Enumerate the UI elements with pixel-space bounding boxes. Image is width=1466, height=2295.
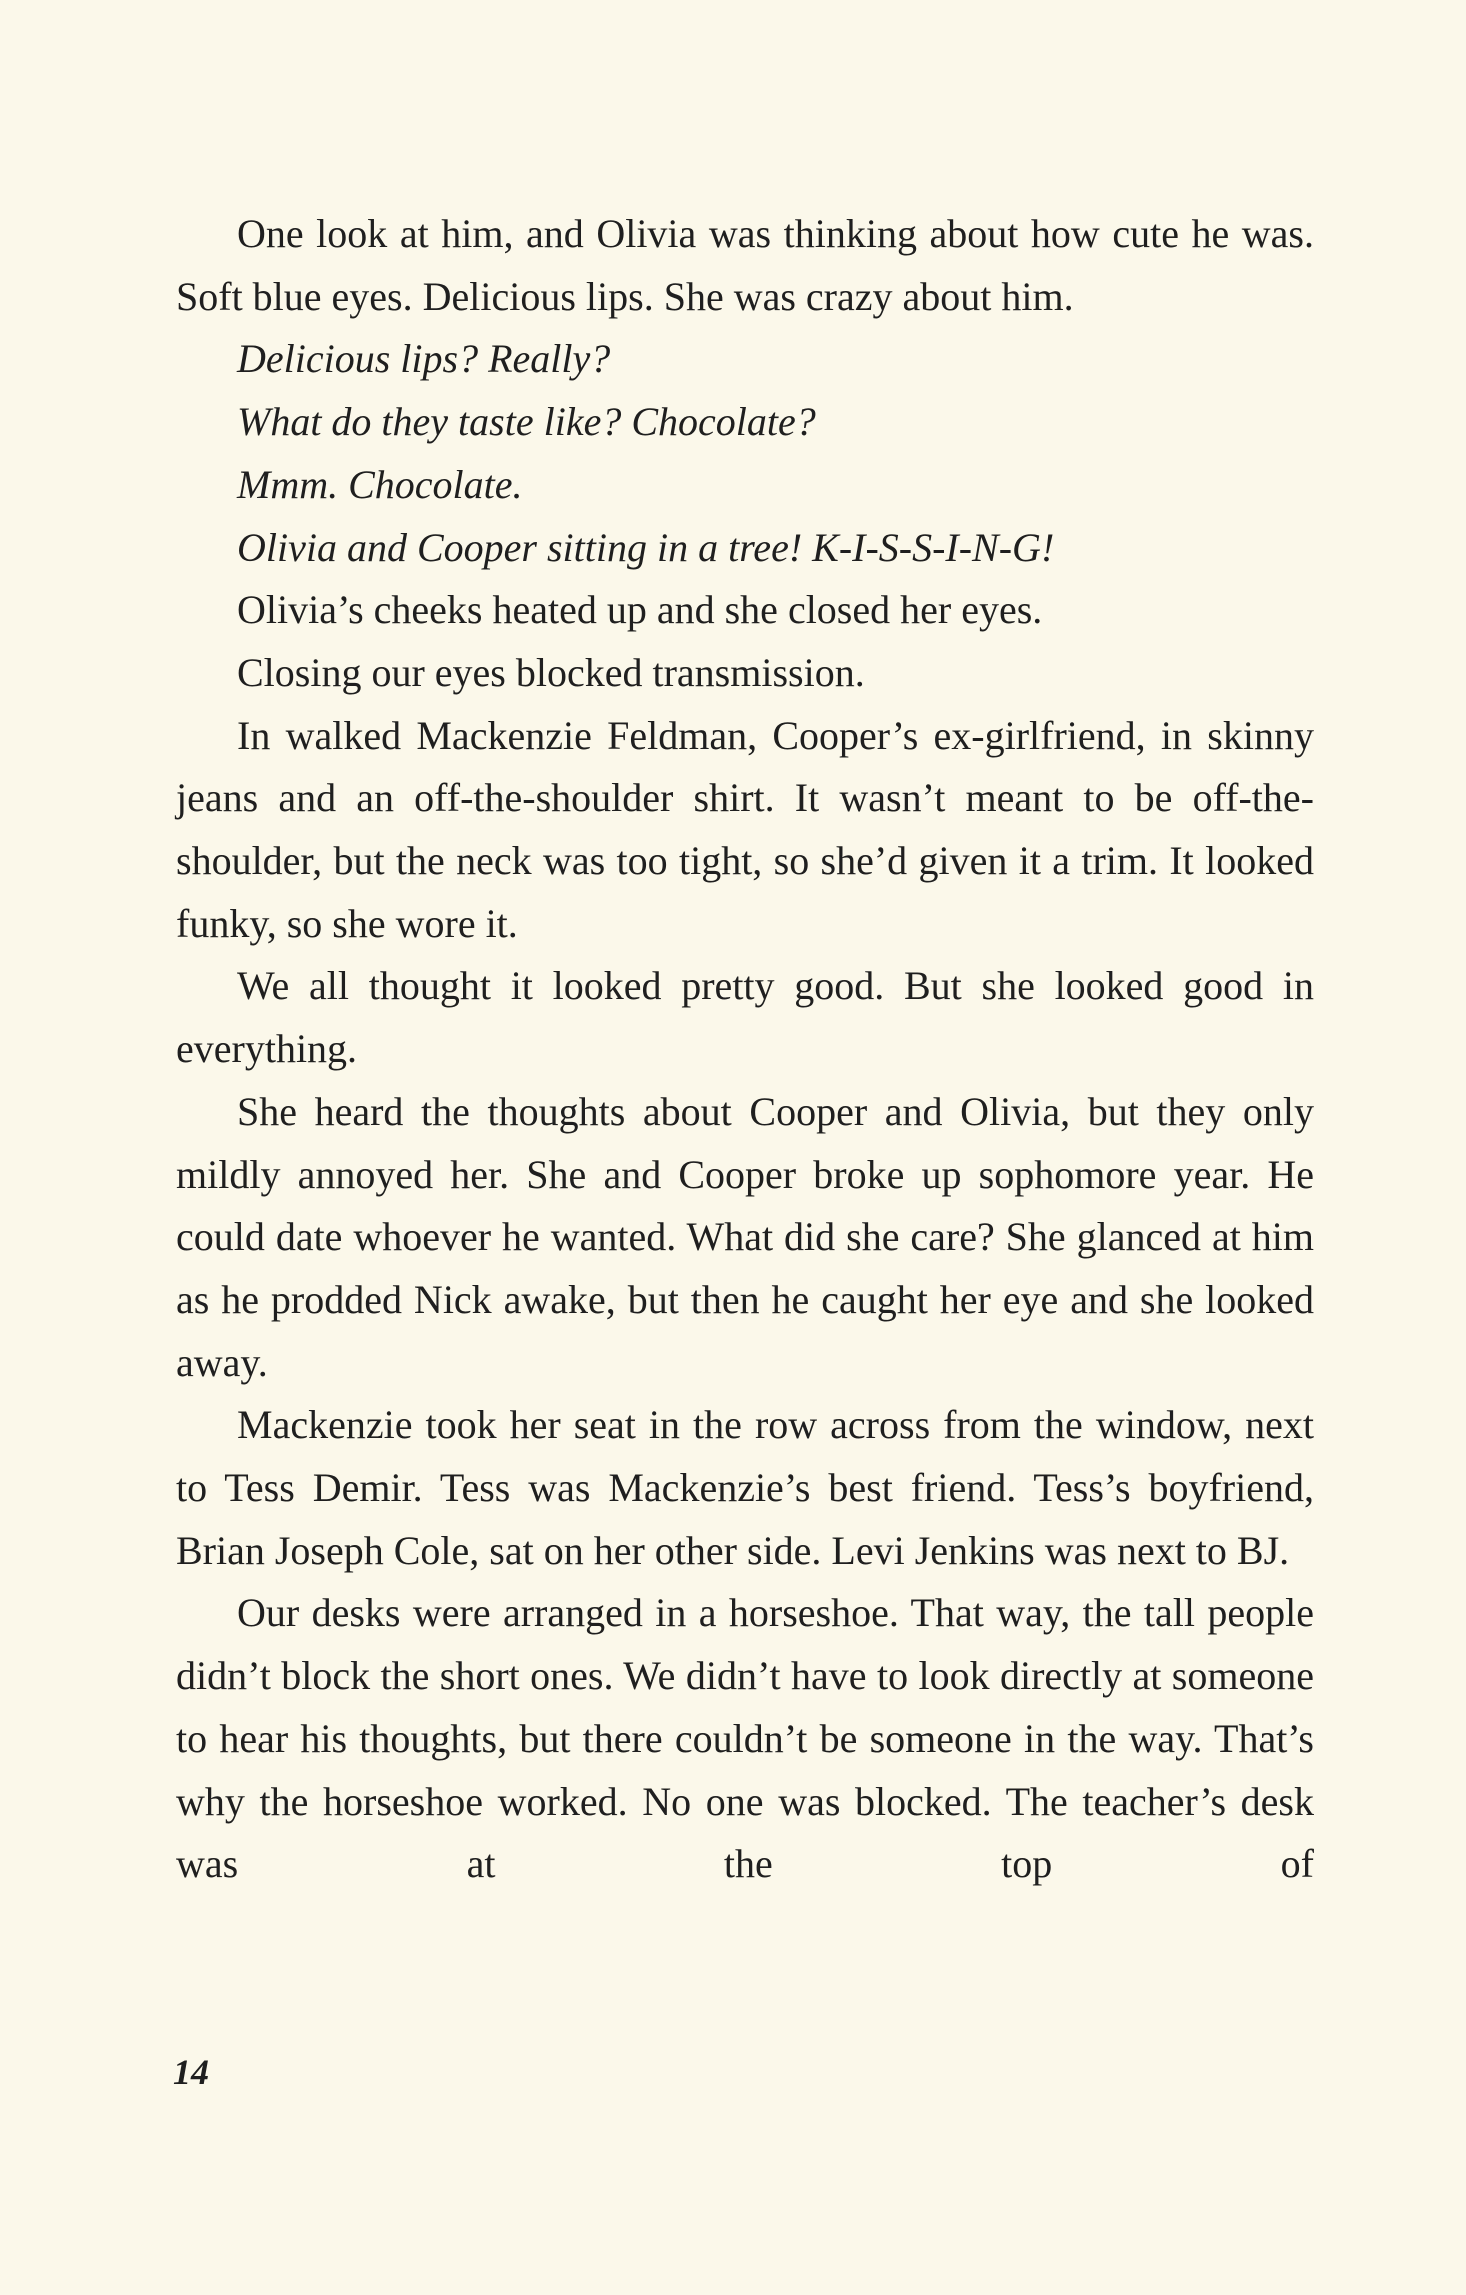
paragraph-10: She heard the thoughts about Cooper and Olivia, but they only mildly annoyed her. She and Cooper broke up sophomore year. He could date whoever he wanted. What did she care? She glanced at him as he prodded Nick awake, but then he caught her eye and she looked away. <box>176 1088 1314 1385</box>
paragraph-8: In walked Mackenzie Feldman, Cooper’s ex-girlfriend, in skinny jeans and an off-the-shoulder shirt. It wasn’t meant to be off-the-shoulder, but the neck was too tight, so she’d given it a trim. It looked funky, so she wore it. <box>176 712 1314 946</box>
paragraph-1: One look at him, and Olivia was thinking about how cute he was. Soft blue eyes. Delicious lips. She was crazy about him. <box>176 211 1314 319</box>
page-number: 14 <box>173 2052 209 2092</box>
paragraph-5: Olivia and Cooper sitting in a tree! K-I-S-S-I-N-G! <box>237 524 1055 570</box>
paragraph-12: Our desks were arranged in a horseshoe. That way, the tall people didn’t block the short ones. We didn’t have to look directly at someone to hear his thoughts, but there couldn’t be someone in the way. That’s why the horseshoe worked. No one was blocked. The teacher’s desk was at the top of <box>176 1590 1314 1887</box>
paragraph-4: Mmm. Chocolate. <box>237 461 523 507</box>
paragraph-11: Mackenzie took her seat in the row across from the window, next to Tess Demir. Tess was Mackenzie’s best friend. Tess’s boyfriend, Brian Joseph Cole, sat on her other side. Levi Jenkins was next to BJ. <box>176 1402 1314 1573</box>
body-text <box>176 203 1314 1896</box>
paragraph-7: Closing our eyes blocked transmission. <box>237 649 865 695</box>
paragraph-3: What do they taste like? Chocolate? <box>237 399 816 445</box>
paragraph-9: We all thought it looked pretty good. But she looked good in everything. <box>176 963 1314 1072</box>
paragraph-6: Olivia’s cheeks heated up and she closed her eyes. <box>237 587 1043 633</box>
paragraph-2: Delicious lips? Really? <box>237 336 611 382</box>
